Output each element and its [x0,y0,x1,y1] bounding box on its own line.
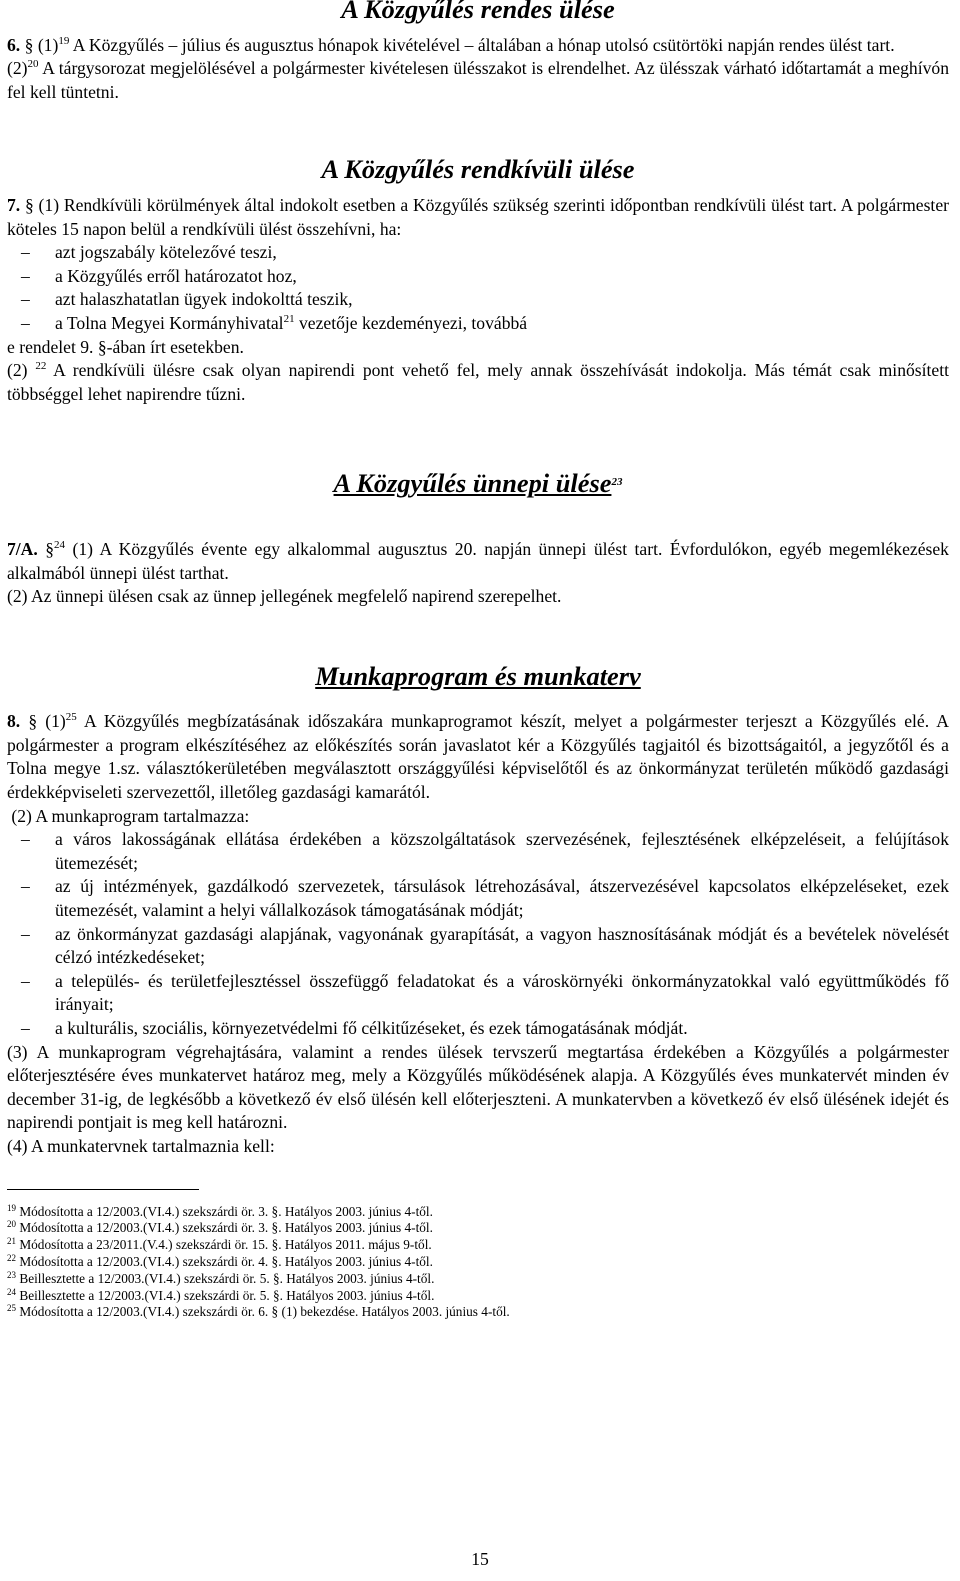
footnote: $^{24}$ Beillesztette a 12/2003.(VI.4.) szekszárdi ör. 5. §. Hatályos 2003. június 4-től. [7,1286,435,1303]
paragraph-7-1: 7. § (1) Rendkívüli körülmények által indokolt esetben a Közgyűlés szükség szerinti időpontban rendkívüli ülést tart. A polgármester köteles 15 napon belül a rendkívüli ülést összehívni, ha: [7,194,949,239]
paragraph-8-3: (3) A munkaprogram végrehajtására, valamint a rendes ülések tervszerű megtartása érdekében a Közgyűlés a polgármester előterjesztésére éves munkatervet határoz meg, mely a Közgyűlés működésének alapja. A Közgyűlés éves munkatervét minden év december 31-ig, de legkésőbb a következő év első ülésén kell előterjeszteni. A munkatervben a következő év első ülésének idejét és napirendi pontjait is meg kell határozni. [7,1041,949,1133]
munkaprogram-list [7,828,949,1040]
footnote: $^{22}$ Módosította a 12/2003.(VI.4.) szekszárdi ör. 4. §. Hatályos 2003. június 4-től. [7,1252,433,1269]
paragraph-6-2: $(2)^{20}$ A tárgysorozat megjelölésével a polgármester kivételesen ülésszakot is elrendelhet. Az ülésszak várható időtartamát a meghívón fel kell tüntetni. [7,58,949,102]
paragraph-7-after-list: e rendelet 9. §-ában írt esetekben. [7,336,244,357]
paragraph-7a-1: 7/A. §$^{24}$ (1) A Közgyűlés évente egy alkalommal augusztus 20. napján ünnepi ülést tart. Évfordulókon, egyéb megemlékezések alkalmából ünnepi ülést tarthat. [7,538,949,583]
paragraph-7-2: (2) $^{22}$ A rendkívüli ülésre csak olyan napirendi pont vehető fel, mely annak összehívását indokolja. Más témát csak minősített többséggel lehet napirendre tűzni. [7,360,949,404]
footnotes [7,1204,949,1322]
paragraph-7a-2: (2) Az ünnepi ülésen csak az ünnep jellegének megfelelő napirend szerepelhet. [7,586,562,607]
section-heading-unnepi: A Közgyűlés ünnepi ülése$^{23}$ [333,468,623,499]
list-item: – az önkormányzat gazdasági alapjának, vagyonának gyarapítását, a vagyon hasznosításának módját és a bevételek növelését célzó intézkedéseket; [7,923,949,970]
paragraph-8-1: 8. § $(1)^{25}$ A Közgyűlés megbízatásának időszakára munkaprogramot készít, melyet a polgármester terjeszt a Közgyűlés elé. A polgármester a program elkészítéséhez az előkészítés során javaslatot kér a Közgyűlés tagjaitól és bizottságaitól, a jegyzőtől és a Tolna megye 1.sz. választókerületében megválasztott országgyűlési képviselőtől és az önkormányzat területén működő gazdasági érdekképviseleti szervezettől, illetőleg gazdasági kamarától. [7,711,949,803]
paragraph-8-4: (4) A munkatervnek tartalmaznia kell: [7,1135,275,1156]
list-item: – azt jogszabály kötelezővé teszi, [7,241,949,265]
footnote: $^{21}$ Módosította a 23/2011.(V.4.) szekszárdi ör. 15. §. Hatályos 2011. május 9-től. [7,1236,432,1253]
footnote: $^{23}$ Beillesztette a 12/2003.(VI.4.) szekszárdi ör. 5. §. Hatályos 2003. június 4-től. [7,1269,435,1286]
list-item: – a Tolna Megyei Kormányhivatal$^{21}$ vezetője kezdeményezi, továbbá [7,312,949,336]
paragraph-8-2: (2) A munkaprogram tartalmazza: [7,805,250,826]
section-heading-munkaprogram: Munkaprogram és munkaterv [315,660,641,691]
paragraph-6-1: 6. § $(1)^{19}$ A Közgyűlés – július és augusztus hónapok kivételével – általában a hónap utolsó csütörtöki napján rendes ülést tart. [7,34,895,55]
section-heading-rendkivuli: A Közgyűlés rendkívüli ülése [321,154,635,185]
document-page [7,0,949,1321]
footnote: $^{25}$ Módosította a 12/2003.(VI.4.) szekszárdi ör. 6. § (1) bekezdése. Hatályos 2003. június 4-től. [7,1303,510,1320]
condition-list [7,241,949,335]
list-item: – a település- és területfejlesztéssel összefüggő feladatokat és a városkörnyéki önkormányzatokkal való együttműködés fő irányait; [7,970,949,1017]
list-item: – a kulturális, szociális, környezetvédelmi fő célkitűzéseket, és ezek támogatásának módját. [7,1017,949,1041]
section-heading-rendes: A Közgyűlés rendes ülése [341,0,615,24]
list-item: – azt halaszhatatlan ügyek indokolttá teszik, [7,288,949,312]
footnote-divider [7,1189,199,1190]
list-item: – a város lakosságának ellátása érdekében a közszolgáltatások szervezésének, fejlesztésének elképzeléseit, a felújítások ütemezését; [7,828,949,875]
list-item: – a Közgyűlés erről határozatot hoz, [7,265,949,289]
footnote: $^{19}$ Módosította a 12/2003.(VI.4.) szekszárdi ör. 3. §. Hatályos 2003. június 4-től. [7,1202,433,1219]
list-item: – az új intézmények, gazdálkodó szervezetek, társulások létrehozásával, átszervezésével kapcsolatos elképzeléseket, ezek ütemezését, valamint a helyi vállalkozások támogatásának módját; [7,875,949,922]
footnote: $^{20}$ Módosította a 12/2003.(VI.4.) szekszárdi ör. 3. §. Hatályos 2003. június 4-től. [7,1219,433,1236]
page-number: 15 [471,1549,489,1569]
